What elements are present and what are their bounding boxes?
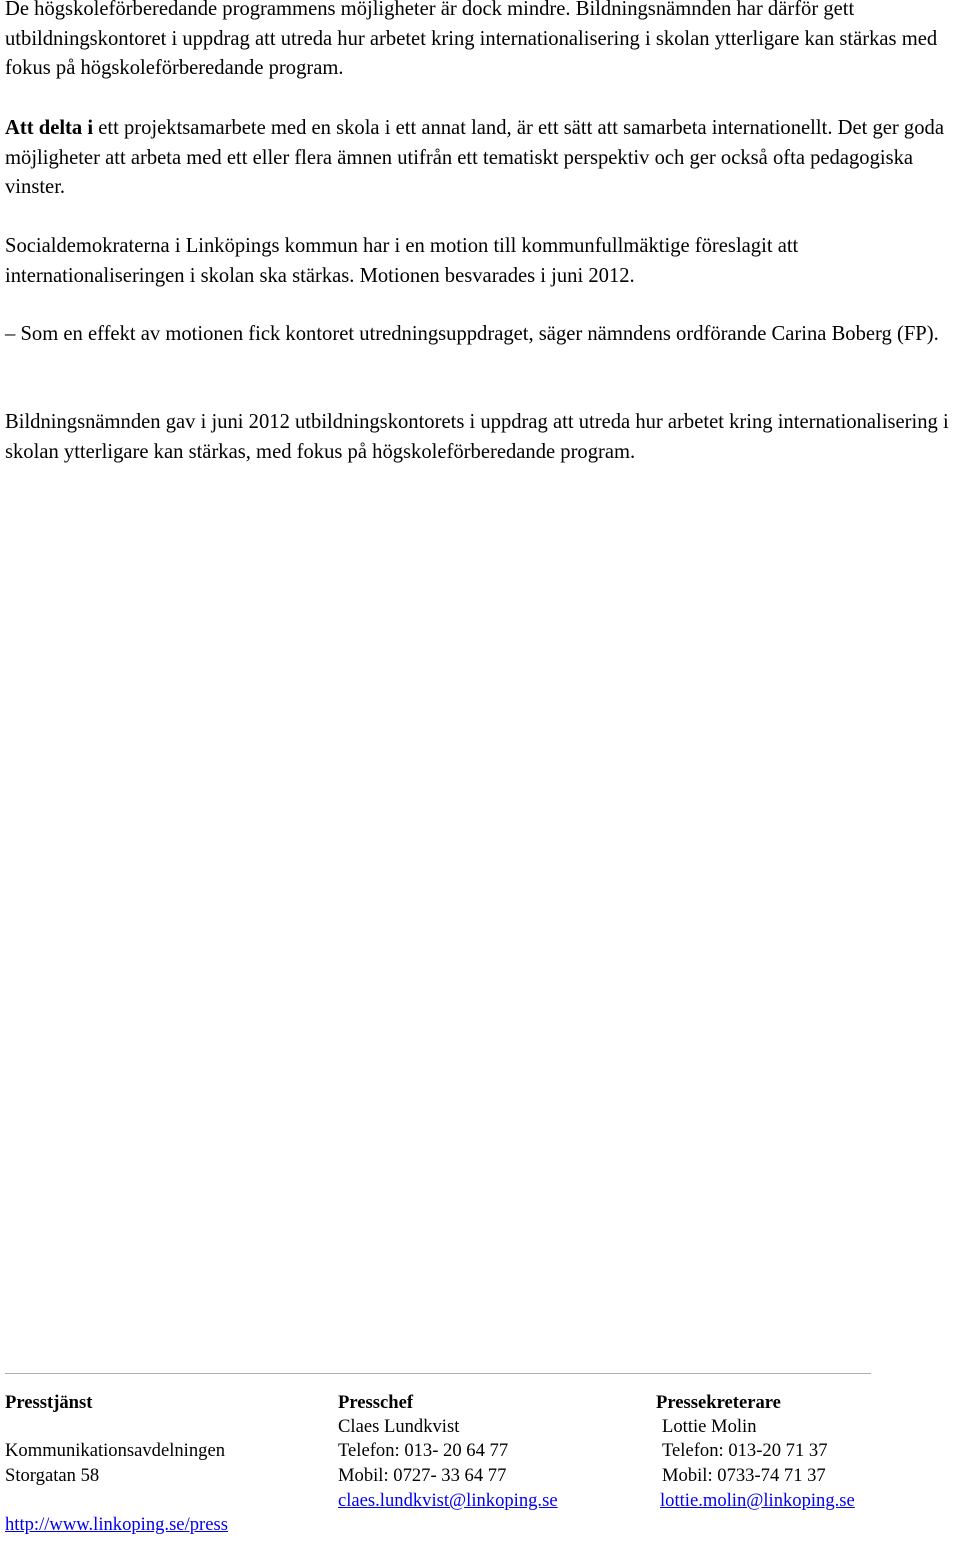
footer-divider — [5, 1373, 871, 1374]
presschef-phone: Telefon: 013- 20 64 77 — [338, 1440, 509, 1461]
paragraph-5: Bildningsnämnden gav i juni 2012 utbildningskontorets i uppdrag att utreda hur arbetet kring internationalisering i skolan ytterligare kan stärkas, med fokus på högskoleförberedande program. — [5, 411, 949, 463]
paragraph-1: De högskoleförberedande programmens möjligheter är dock mindre. Bildningsnämnden har därför gett utbildningskontoret i uppdrag att utreda hur arbetet kring internationalisering i skolan ytterligare kan stärkas med fokus på högskoleförberedande program. — [5, 0, 938, 80]
pressekreterare-heading: Pressekreterare — [656, 1392, 781, 1413]
paragraph-2-text: ett projektsamarbete med en skola i ett annat land, är ett sätt att samarbeta internationellt. Det ger goda möjligheter att arbeta med ett eller flera ämnen utifrån ett tematiskt perspektiv och ger också ofta pedagogiska vinster. — [5, 117, 944, 199]
street-address: Storgatan 58 — [5, 1465, 100, 1486]
pressekreterare-email-link[interactable]: lottie.molin@linkoping.se — [660, 1490, 855, 1511]
presstjanst-heading: Presstjänst — [5, 1392, 93, 1413]
paragraph-4-quote: – Som en effekt av motionen fick kontoret utredningsuppdraget, säger nämndens ordförande Carina Boberg (FP). — [5, 323, 939, 345]
presschef-name: Claes Lundkvist — [338, 1416, 460, 1437]
presschef-mobile: Mobil: 0727- 33 64 77 — [338, 1465, 507, 1486]
presschef-heading: Presschef — [338, 1392, 414, 1413]
paragraph-3: Socialdemokraterna i Linköpings kommun har i en motion till kommunfullmäktige föreslagit att internationaliseringen i skolan ska stärkas. Motionen besvarades i juni 2012. — [5, 235, 799, 287]
pressekreterare-phone: Telefon: 013-20 71 37 — [662, 1440, 828, 1461]
pressekreterare-mobile: Mobil: 0733-74 71 37 — [662, 1465, 826, 1486]
press-page-link[interactable]: http://www.linkoping.se/press — [5, 1514, 228, 1535]
department-name: Kommunikationsavdelningen — [5, 1440, 225, 1461]
paragraph-2 — [5, 114, 960, 203]
pressekreterare-name: Lottie Molin — [662, 1416, 757, 1437]
paragraph-2-lead: Att delta i — [5, 117, 94, 139]
presschef-email-link[interactable]: claes.lundkvist@linkoping.se — [338, 1490, 558, 1511]
